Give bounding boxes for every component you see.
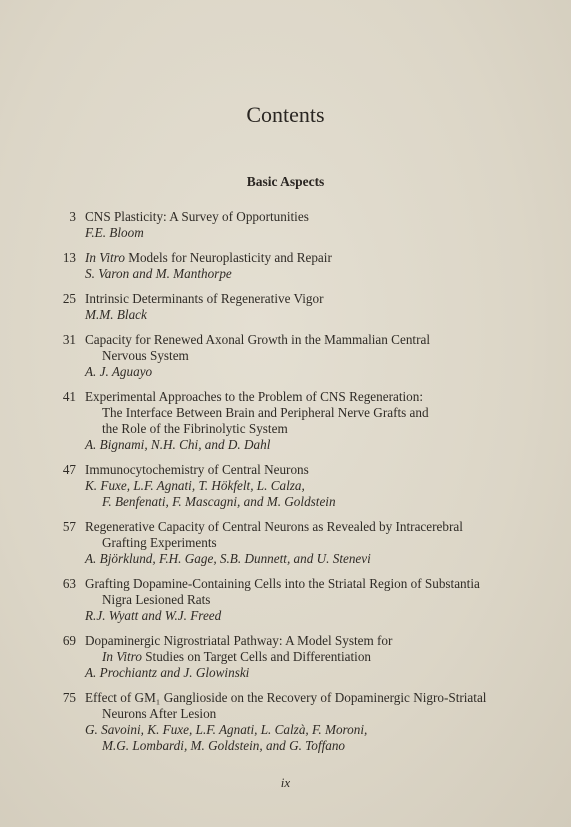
contents-entry bbox=[52, 250, 522, 282]
entry-authors: G. Savoini, K. Fuxe, L.F. Agnati, L. Calzà, F. Moroni, bbox=[85, 722, 368, 737]
contents-entry bbox=[52, 209, 522, 241]
entry-authors: R.J. Wyatt and W.J. Freed bbox=[85, 608, 222, 623]
entry-page-number: 3 bbox=[69, 209, 76, 224]
contents-entry bbox=[52, 633, 522, 681]
entry-authors: K. Fuxe, L.F. Agnati, T. Hökfelt, L. Calza, bbox=[85, 478, 305, 493]
entry-title-line: Experimental Approaches to the Problem of CNS Regeneration: bbox=[85, 389, 424, 404]
entry-title-line: In Vitro Models for Neuroplasticity and Repair bbox=[85, 250, 332, 265]
contents-entry bbox=[52, 389, 522, 453]
entry-page-number: 13 bbox=[62, 250, 76, 265]
entry-authors: A. Prochiantz and J. Glowinski bbox=[85, 665, 250, 680]
entry-page-number: 25 bbox=[62, 291, 76, 306]
entry-authors: S. Varon and M. Manthorpe bbox=[85, 266, 232, 281]
entry-title-line: Regenerative Capacity of Central Neurons as Revealed by Intracerebral bbox=[85, 519, 463, 534]
entry-authors: M.G. Lombardi, M. Goldstein, and G. Toffano bbox=[102, 738, 346, 753]
contents-list bbox=[52, 209, 522, 763]
entry-page-number: 63 bbox=[62, 576, 76, 591]
entry-authors: A. J. Aguayo bbox=[85, 364, 153, 379]
entry-title-line: The Interface Between Brain and Peripheral Nerve Grafts and bbox=[102, 405, 429, 420]
entry-page-number: 31 bbox=[62, 332, 76, 347]
entry-title-line: Immunocytochemistry of Central Neurons bbox=[85, 462, 309, 477]
entry-authors: F. Benfenati, F. Mascagni, and M. Goldstein bbox=[102, 494, 336, 509]
contents-entry bbox=[52, 576, 522, 624]
entry-title-line: Capacity for Renewed Axonal Growth in the Mammalian Central bbox=[85, 332, 430, 347]
entry-title-line: Neurons After Lesion bbox=[102, 706, 217, 721]
entry-page-number: 41 bbox=[62, 389, 76, 404]
entry-title-line: the Role of the Fibrinolytic System bbox=[102, 421, 288, 436]
entry-title-line: Nigra Lesioned Rats bbox=[102, 592, 211, 607]
entry-page-number: 57 bbox=[62, 519, 76, 534]
section-heading: Basic Aspects bbox=[246, 174, 325, 189]
entry-page-number: 69 bbox=[62, 633, 76, 648]
entry-title-line: Nervous System bbox=[102, 348, 189, 363]
contents-entry bbox=[52, 690, 522, 754]
contents-entry bbox=[52, 291, 522, 323]
entry-authors: M.M. Black bbox=[85, 307, 147, 322]
entry-title-line: CNS Plasticity: A Survey of Opportunities bbox=[85, 209, 309, 224]
entry-title-line: Grafting Dopamine-Containing Cells into the Striatal Region of Substantia bbox=[85, 576, 480, 591]
entry-page-number: 75 bbox=[62, 690, 76, 705]
entry-title-line: Dopaminergic Nigrostriatal Pathway: A Model System for bbox=[85, 633, 393, 648]
entry-title-line: Grafting Experiments bbox=[102, 535, 217, 550]
page-title: Contents bbox=[246, 102, 325, 127]
contents-entry bbox=[52, 519, 522, 567]
entry-authors: A. Bignami, N.H. Chi, and D. Dahl bbox=[85, 437, 271, 452]
entry-authors: F.E. Bloom bbox=[85, 225, 144, 240]
contents-entry bbox=[52, 332, 522, 380]
page-number: ix bbox=[280, 775, 291, 790]
entry-title-line: Effect of GM₁ Ganglioside on the Recovery of Dopaminergic Nigro-Striatal bbox=[85, 690, 487, 705]
entry-title-line: In Vitro Studies on Target Cells and Differentiation bbox=[102, 649, 372, 664]
entry-authors: A. Björklund, F.H. Gage, S.B. Dunnett, and U. Stenevi bbox=[85, 551, 371, 566]
entry-page-number: 47 bbox=[62, 462, 76, 477]
entry-title-line: Intrinsic Determinants of Regenerative Vigor bbox=[85, 291, 324, 306]
contents-entry bbox=[52, 462, 522, 510]
